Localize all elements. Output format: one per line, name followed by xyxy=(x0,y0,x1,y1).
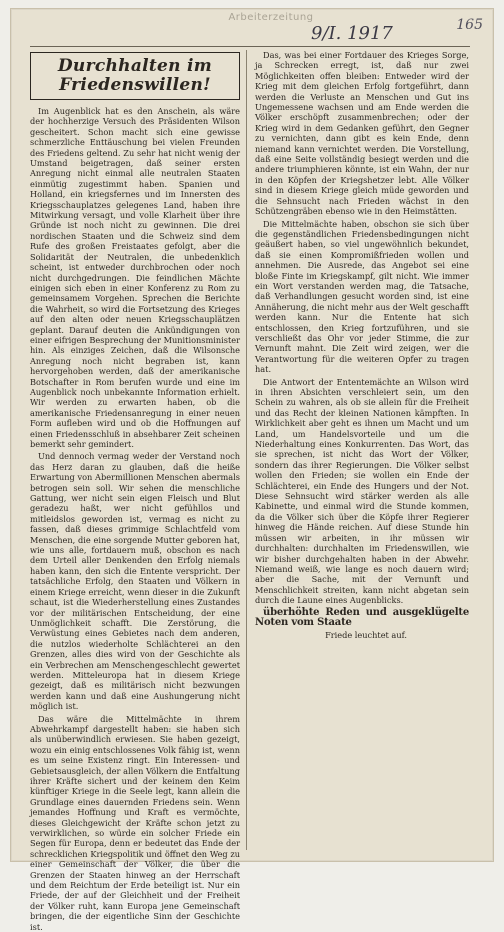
left-paragraph-2: Und dennoch vermag weder der Verstand noch das Herz daran zu glauben, daß die heiße Erwartung von Abermillionen Menschen abermals betrogen sein soll. Wir sehen die menschliche Gattung, wer nicht sein eigen Fleisch und Blut geradezu haßt, wer nicht gefühllos und mitleidslos geworden ist, vermag es nicht zu fassen, daß dieses grimmige Schlachtfeld vom Menschen, die eine sorgende Mutter geboren hat, wie uns alle, fortdauern muß, obschon es nach dem Urteil aller Denkenden den Erfolg niemals haben kann, den sich die Entente verspricht. Der tatsächliche Erfolg, den Staaten und Völkern in einem Kriege erreicht, wenn dieser in die Zukunft schaut, ist die Wiederherstellung eines Zustandes vor der militärischen Entscheidung, der eine Unmöglichkeit schafft. Die Zerstörung, die Verwüstung eines Gebietes nach dem anderen, die nutzlos wiederholte Schlächterei an den Grenzen, alles dies wird von der Geschichte als ein Verbrechen am Menschengeschlecht gewertet werden. Mitteleuropa hat in diesem Kriege gezeigt, daß es militärisch nicht bezwungen werden kann und daß eine Aushungerung nicht möglich ist. xyxy=(30,451,240,712)
article-title: Durchhalten im Friedenswillen! xyxy=(57,56,213,95)
masthead: Arbeiterzeitung xyxy=(228,12,314,23)
right-column xyxy=(255,50,469,850)
right-paragraph-3: Die Antwort der Ententemächte an Wilson wird in ihren Absichten verschleiert sein, um den Schein zu wahren, als ob sie allein für die Freiheit und das Recht der kleinen Nationen kämpften. In Wirklichkeit aber geht es ihnen um Macht und um Land, um Handelsvorteile und um die Niederhaltung eines Konkurrenten. Das Wort, das sie sprechen, ist nicht das Wort der Völker, sondern das ihrer Regierungen. Die Völker selbst wollen den Frieden; sie wollen ein Ende der Schlächterei, ein Ende des Hungers und der Not. Diese Sehnsucht wird stärker werden als alle Kabinette, und einmal wird die Stunde kommen, da die Völker sich über die Köpfe ihrer Regierer hinweg die Hände reichen. Auf diese Stunde hin müssen wir arbeiten, in ihr müssen wir durchhalten: durchhalten im Friedenswillen, wie wir bisher durchgehalten haben in der Abwehr. Niemand weiß, wie lange es noch dauern wird; aber die Sache, mit der Vernunft und Menschlichkeit streiten, kann nicht abgetan sein durch die Laune eines Augenblicks. xyxy=(255,376,469,606)
bold-phrase: überhöhte Reden und ausgeklügelte Noten vom Staate xyxy=(255,606,469,628)
title-box xyxy=(30,52,240,100)
left-paragraph-3: Das wäre die Mittelmächte in ihrem Abwehrkampf dargestellt haben: sie haben sich als unüberwindlich erwiesen. Sie haben gezeigt, wozu ein einig entschlossenes Volk fähig ist, wenn es um seine Existenz ringt. Ein Interessen- und Gebietsausgleich, der allen Völkern die Entfaltung ihrer Kräfte sichert und der keinem den Keim künftiger Kriege in die Seele legt, kann allein die Grundlage eines dauernden Friedens sein. Wenn jemandes Hoffnung und Kraft es vermöchte, dieses Gleichgewicht der Kräfte schon jetzt zu verwirklichen, so würde ein solcher Friede ein Segen für Europa, denn er bedeutet das Ende der schrecklichen Kriegspolitik und öffnet den Weg zu einer Gemeinschaft der Völker, die über die Grenzen der Staaten hinweg an der Herrschaft und dem Reichtum der Erde beteiligt ist. Nur ein Friede, der auf der Gleichheit und der Freiheit der Völker ruht, kann Europa jene Gemeinschaft bringen, die der eigentliche Sinn der Geschichte ist. xyxy=(30,713,240,932)
column-divider xyxy=(246,50,247,850)
right-paragraph-2: Die Mittelmächte haben, obschon sie sich über die gegenständlichen Friedensbedingungen nicht geäußert haben, so viel ungewöhnlich bekundet, daß sie einen Kompromißfrieden wollen und annehmen. Die Ausrede, das Angebot sei eine bloße Finte im Kriegskampf, gilt nicht. Wie immer ein Wort verstanden werden mag, die Tatsache, daß Verhandlungen gesucht worden sind, ist eine Annäherung, die nicht mehr aus der Welt geschafft werden kann. Nur die Entente hat sich entschlossen, den Krieg fortzuführen, und sie verschließt das Ohr vor jeder Stimme, die zur Vernunft mahnt. Die Zeit wird zeigen, wer die Verantwortung für die weiteren Opfer zu tragen hat. xyxy=(255,218,469,375)
handwritten-date: 9/I. 1917 xyxy=(311,23,393,44)
left-column xyxy=(30,50,240,932)
left-paragraph-1: Im Augenblick hat es den Anschein, als wäre der hochherzige Versuch des Präsidenten Wilson gescheitert. Schon macht sich eine gewisse schmerzliche Enttäuschung bei vielen Freunden des Friedens geltend. Zu sehr hat nicht wenig der Umstand beigetragen, daß seiner ersten Anregung nicht einmal alle neutralen Staaten einmütig zugestimmt haben. Spanien und Holland, ein kriegsfernes und im Innersten des Kriegsschauplatzes gelegenes Land, haben ihre Mitwirkung versagt, und volle Klarheit über ihre Gründe ist noch nicht zu gewinnen. Die drei nordischen Staaten und die Schweiz sind dem Rufe des großen Freistaates gefolgt, aber die Solidarität der Neutralen, die unbedenklich scheint, ist entweder durchbrochen oder noch nicht durchgedrungen. Die feindlichen Mächte einigen sich eben in einer Konferenz zu Rom zu gemeinsamem Vorgehen. Sprechen die Berichte die Wahrheit, so wird die Fortsetzung des Krieges auf den alten oder neuen Kriegsschauplätzen geplant. Darauf deuten die Ankündigungen von einer eifrigen Besprechung der Munitionsminister hin. Als einziges Zeichen, daß die Wilsonsche Anregung noch nicht begraben ist, kann hervorgehoben werden, daß der amerikanische Botschafter in Rom berufen wurde und eine im Augenblick noch unbekannte Information erhielt. Wir werden zu erwarten haben, ob die amerikanische Friedensanregung in einer neuen Form aufleben wird und ob die Hoffnungen auf einen Friedensschluß in absehbarer Zeit scheinen bemerkt sehr gemindert. xyxy=(30,106,240,449)
top-rule xyxy=(30,46,470,47)
right-paragraph-1: Das, was bei einer Fortdauer des Krieges Sorge, ja Schrecken erregt, ist, daß nur zwei Möglichkeiten offen bleiben: Entweder wird der Krieg mit dem gleichen Erfolg fortgeführt, dann werden die Verluste an Menschen und Gut ins Ungemessene wachsen und am Ende werden die Völker erschöpft zusammenbrechen; oder der Krieg wird in dem Gedanken geführt, den Gegner zu vernichten, dann gibt es kein Ende, denn niemand kann vernichtet werden. Die Vorstellung, daß eine Seite vollständig besiegt werden und die andere triumphieren könnte, ist ein Wahn, der nur in den Köpfen der Kriegshetzer lebt. Alle Völker sind in diesem Kriege gleich müde geworden und die Sehnsucht nach Frieden wächst in den Schützengräben ebenso wie in den Heimstätten. xyxy=(255,50,469,217)
final-line: Friede leuchtet auf. xyxy=(325,630,407,641)
page-number: 165 xyxy=(456,17,483,33)
